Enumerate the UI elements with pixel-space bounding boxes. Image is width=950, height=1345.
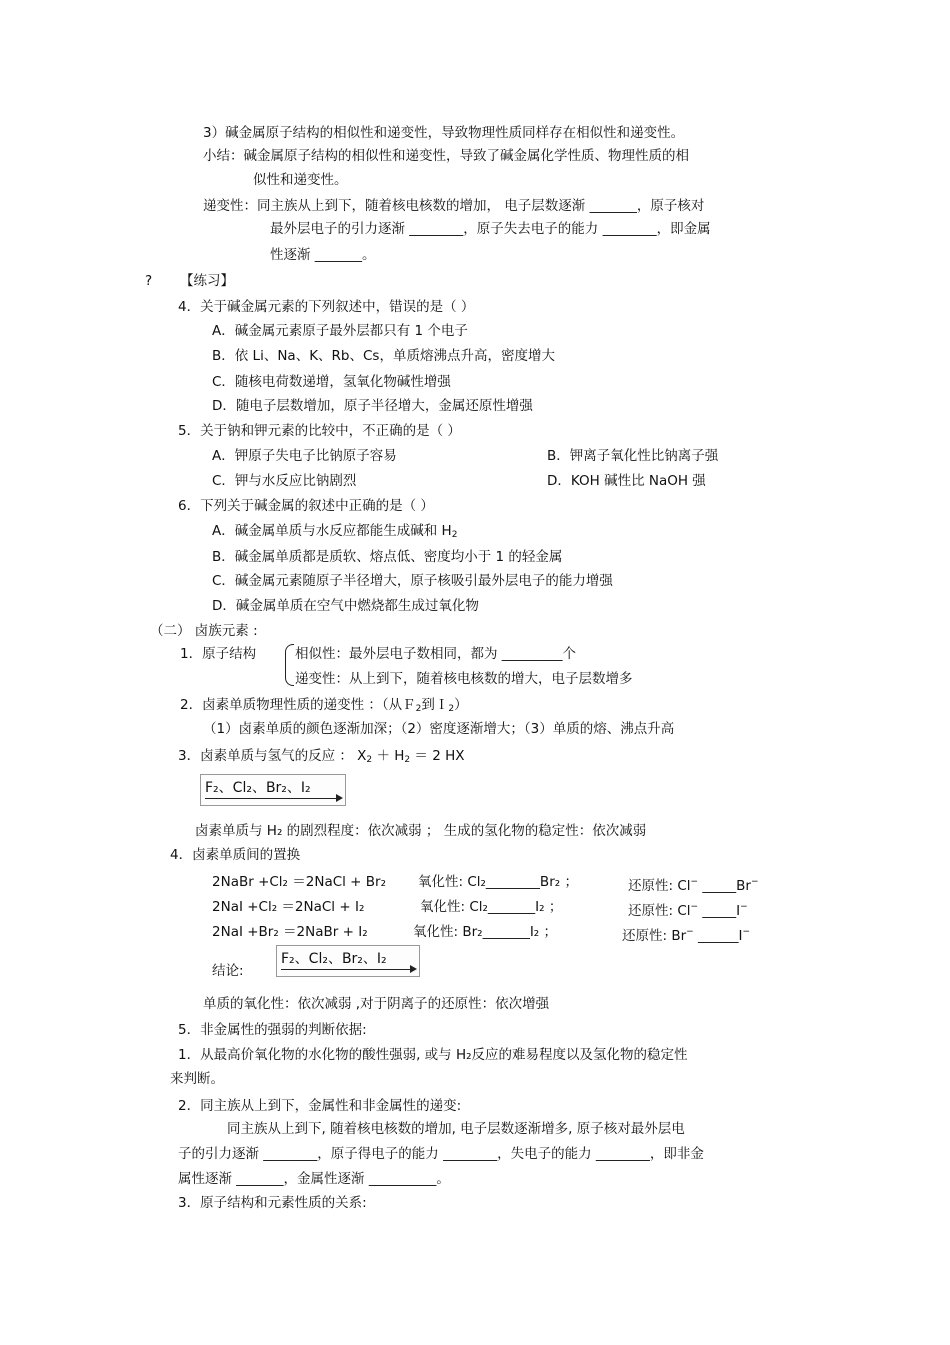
halogen-series: F₂、Cl₂、Br₂、I₂ [281, 951, 387, 967]
text-line: （1）卤素单质的颜色逐渐加深；（2）密度逐渐增大；（3）单质的熔、沸点升高 [203, 721, 675, 737]
text-line: 5．非金属性的强弱的判断依据: [178, 1022, 367, 1038]
section-heading: （二） 卤族元素 : [150, 623, 258, 639]
option: B．碱金属单质都是质软、熔点低、密度均小于 1 的轻金属 [212, 549, 563, 565]
option: D．KOH 碱性比 NaOH 强 [547, 473, 706, 489]
text-line: 递变性：从上到下，随着核电核数的增大，电子层数增多 [295, 671, 633, 687]
oxidizing-compare: 氧化性: Cl₂_______I₂ ； [420, 899, 563, 915]
text-line: 小结：碱金属原子结构的相似性和递变性，导致了碱金属化学性质、物理性质的相 [203, 148, 689, 164]
option: A．钾原子失电子比钠原子容易 [212, 448, 397, 464]
text-line: 属性逐渐 _______，金属性逐渐 __________。 [178, 1171, 450, 1187]
item-label: 1．原子结构 [180, 646, 257, 662]
text-line: 3．原子结构和元素性质的关系: [178, 1195, 367, 1211]
text-line: 1．从最高价氧化物的水化物的酸性强弱, 或与 H₂反应的难易程度以及氢化物的稳定性 [178, 1047, 688, 1063]
text-line: 卤素单质与 H₂ 的剧烈程度：依次减弱 ； 生成的氢化物的稳定性：依次减弱 [195, 823, 647, 839]
text-line: 性逐渐 _______。 [270, 247, 376, 263]
question-mark: ? [145, 273, 153, 289]
option: B．依 Li、Na、K、Rb、Cs，单质熔沸点升高，密度增大 [212, 348, 555, 364]
reducing-compare: 还原性: Cl− _____I− [628, 902, 748, 919]
halogen-arrow-figure [200, 774, 346, 806]
conclusion-label: 结论: [212, 963, 244, 979]
reaction-equation: 2NaI +Br₂ ＝2NaBr + I₂ [212, 924, 368, 940]
oxidizing-compare: 氧化性: Cl₂________Br₂ ； [418, 874, 578, 890]
question-4: 4．关于碱金属元素的下列叙述中，错误的是（ ） [178, 299, 475, 315]
text-line: 来判断。 [170, 1071, 224, 1087]
reaction-equation: 2NaI +Cl₂ ＝2NaCl + I₂ [212, 899, 365, 915]
arrow-head-icon [336, 794, 343, 802]
text-line: 相似性：最外层电子数相同，都为 _________个 [295, 646, 577, 662]
arrow-head-icon [410, 965, 417, 973]
text-line: 4．卤素单质间的置换 [170, 847, 301, 863]
arrow-line [281, 969, 411, 970]
reducing-compare: 还原性: Cl− _____Br− [628, 877, 759, 894]
halogen-arrow-figure [276, 945, 420, 977]
text-line: 3．卤素单质与氢气的反应 ： X2 ＋ H2 ＝ 2 HX [178, 748, 465, 765]
option: B．钾离子氧化性比钠离子强 [547, 448, 719, 464]
exercise-heading: 【练习】 [180, 273, 234, 289]
question-5: 5．关于钠和钾元素的比较中，不正确的是（ ） [178, 423, 461, 439]
option: C．随核电荷数递增，氢氧化物碱性增强 [212, 374, 451, 390]
option: C．钾与水反应比钠剧烈 [212, 473, 357, 489]
option: D．碱金属单质在空气中燃烧都生成过氧化物 [212, 598, 479, 614]
option: A．碱金属元素原子最外层都只有 1 个电子 [212, 323, 468, 339]
halogen-series: F₂、Cl₂、Br₂、I₂ [205, 780, 311, 796]
question-6: 6．下列关于碱金属的叙述中正确的是（ ） [178, 498, 434, 514]
option: C．碱金属元素随原子半径增大，原子核吸引最外层电子的能力增强 [212, 573, 613, 589]
text-line: 递变性：同主族从上到下，随着核电核数的增加， 电子层数逐渐 _______，原子核对 [203, 198, 705, 214]
option: D．随电子层数增加，原子半径增大，金属还原性增强 [212, 398, 533, 414]
text-line: 最外层电子的引力逐渐 ________，原子失去电子的能力 ________，即金属 [270, 221, 711, 237]
brace [285, 644, 294, 686]
text-line: 同主族从上到下, 随着核电核数的增加, 电子层数逐渐增多, 原子核对最外层电 [227, 1121, 685, 1137]
arrow-line [205, 798, 337, 799]
reaction-equation: 2NaBr +Cl₂ ＝2NaCl + Br₂ [212, 874, 387, 890]
text-line: 3）碱金属原子结构的相似性和递变性，导致物理性质同样存在相似性和递变性。 [203, 125, 685, 141]
option: A．碱金属单质与水反应都能生成碱和 H2 [212, 523, 458, 540]
text-line: 单质的氧化性：依次减弱 ,对于阴离子的还原性：依次增强 [203, 996, 550, 1012]
text-line: 2．同主族从上到下，金属性和非金属性的递变: [178, 1098, 462, 1114]
oxidizing-compare: 氧化性: Br₂_______I₂ ； [413, 924, 557, 940]
text-line: 似性和递变性。 [253, 172, 348, 188]
text-line: 子的引力逐渐 ________，原子得电子的能力 ________，失电子的能力 ________，即非金 [178, 1146, 704, 1162]
text-line: 2．卤素单质物理性质的递变性 ：（从Ｆ2到Ｉ2） [180, 697, 468, 714]
reducing-compare: 还原性: Br− ______I− [622, 927, 751, 944]
